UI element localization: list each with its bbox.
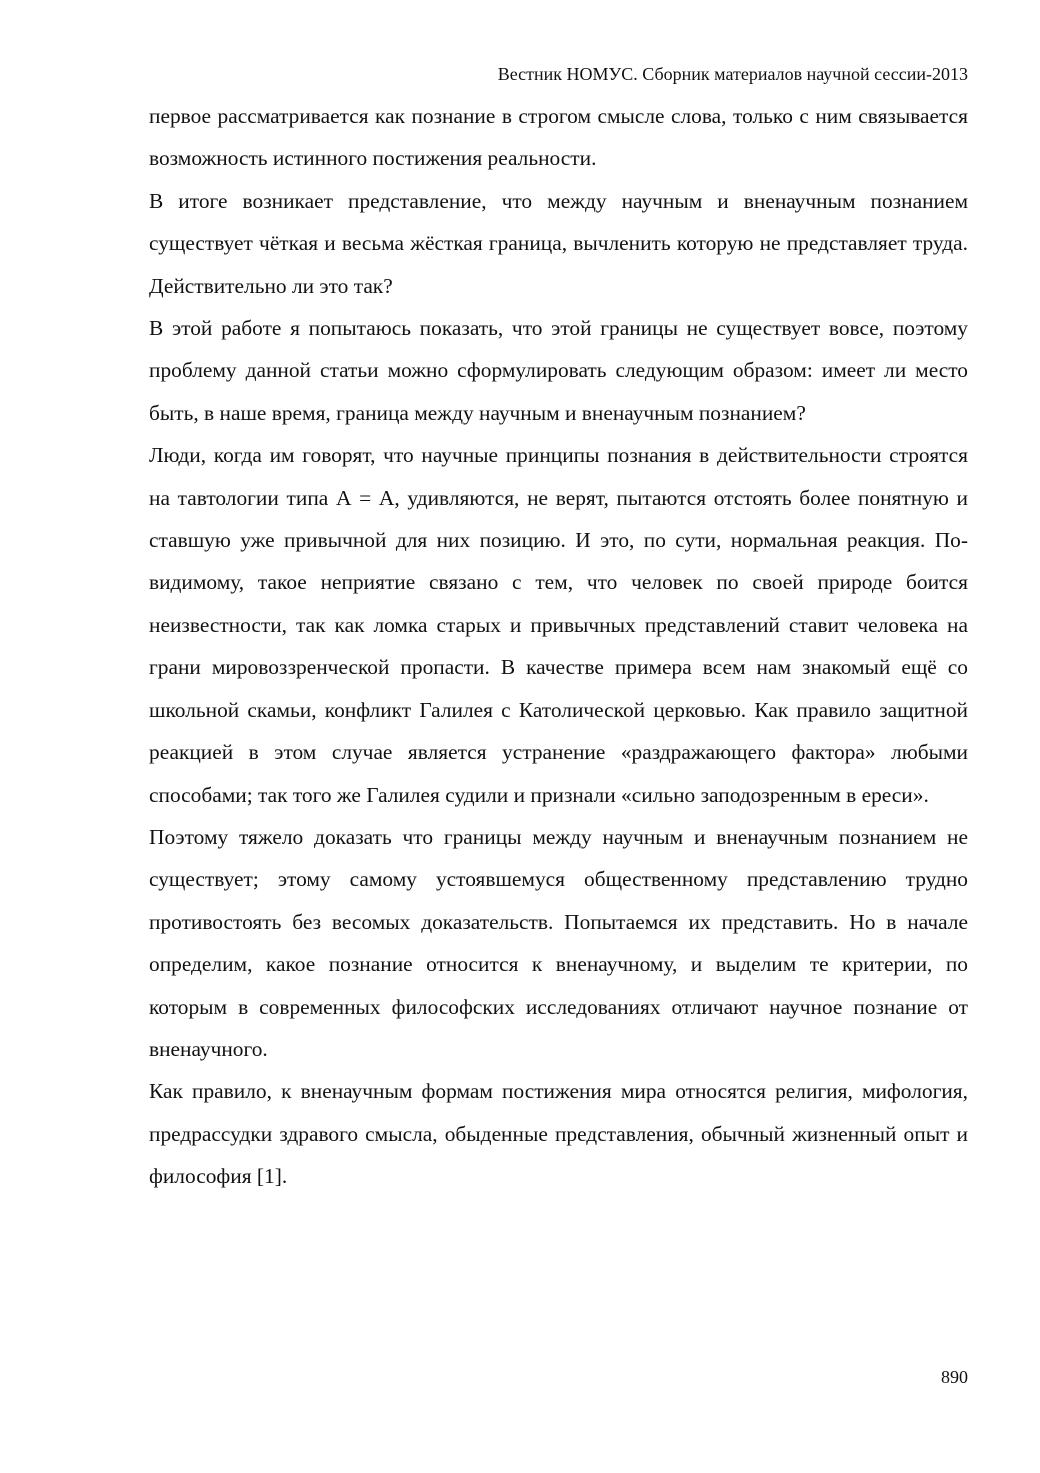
paragraph: первое рассматривается как познание в строгом смысле слова, только с ним связывается возможность истинного постижения реальности. <box>149 104 968 171</box>
page-number: 890 <box>941 1367 968 1387</box>
body-text <box>149 95 968 1198</box>
paragraph: Поэтому тяжело доказать что границы между научным и вненаучным познанием не существует; этому самому устоявшемуся общественному представлению трудно противостоять без весомых доказательств. Попытаемся их представить. Но в начале определим, какое познание относится к вненаучному, и выделим те критерии, по которым в современных философских исследованиях отличают научное познание от вненаучного. <box>149 824 968 1061</box>
paragraph: В итоге возникает представление, что между научным и вненаучным познанием существует чёткая и весьма жёсткая граница, вычленить которую не представляет труда. Действительно ли это так? <box>149 188 968 298</box>
paragraph: В этой работе я попытаюсь показать, что этой границы не существует вовсе, поэтому проблему данной статьи можно сформулировать следующим образом: имеет ли место быть, в наше время, граница между научным и вненаучным познанием? <box>149 316 968 425</box>
paragraph: Люди, когда им говорят, что научные принципы познания в действительности строятся на тавтологии типа А = А, удивляются, не верят, пытаются отстоять более понятную и ставшую уже привычной для них позицию. И это, по сути, нормальная реакция. По-видимому, такое неприятие связано с тем, что человек по своей природе боится неизвестности, так как ломка старых и привычных представлений ставит человека на грани мировоззренческой пропасти. В качестве примера всем нам знакомый ещё со школьной скамьи, конфликт Галилея с Католической церковью. Как правило защитной реакцией в этом случае является устранение «раздражающего фактора» любыми способами; так того же Галилея судили и признали «сильно заподозренным в ереси». <box>149 443 968 807</box>
running-header: Вестник НОМУС. Сборник материалов научной сессии-2013 <box>497 64 968 84</box>
paragraph: Как правило, к вненаучным формам постижения мира относятся религия, мифология, предрассудки здравого смысла, обыденные представления, обычный жизненный опыт и философия [1]. <box>149 1079 968 1189</box>
